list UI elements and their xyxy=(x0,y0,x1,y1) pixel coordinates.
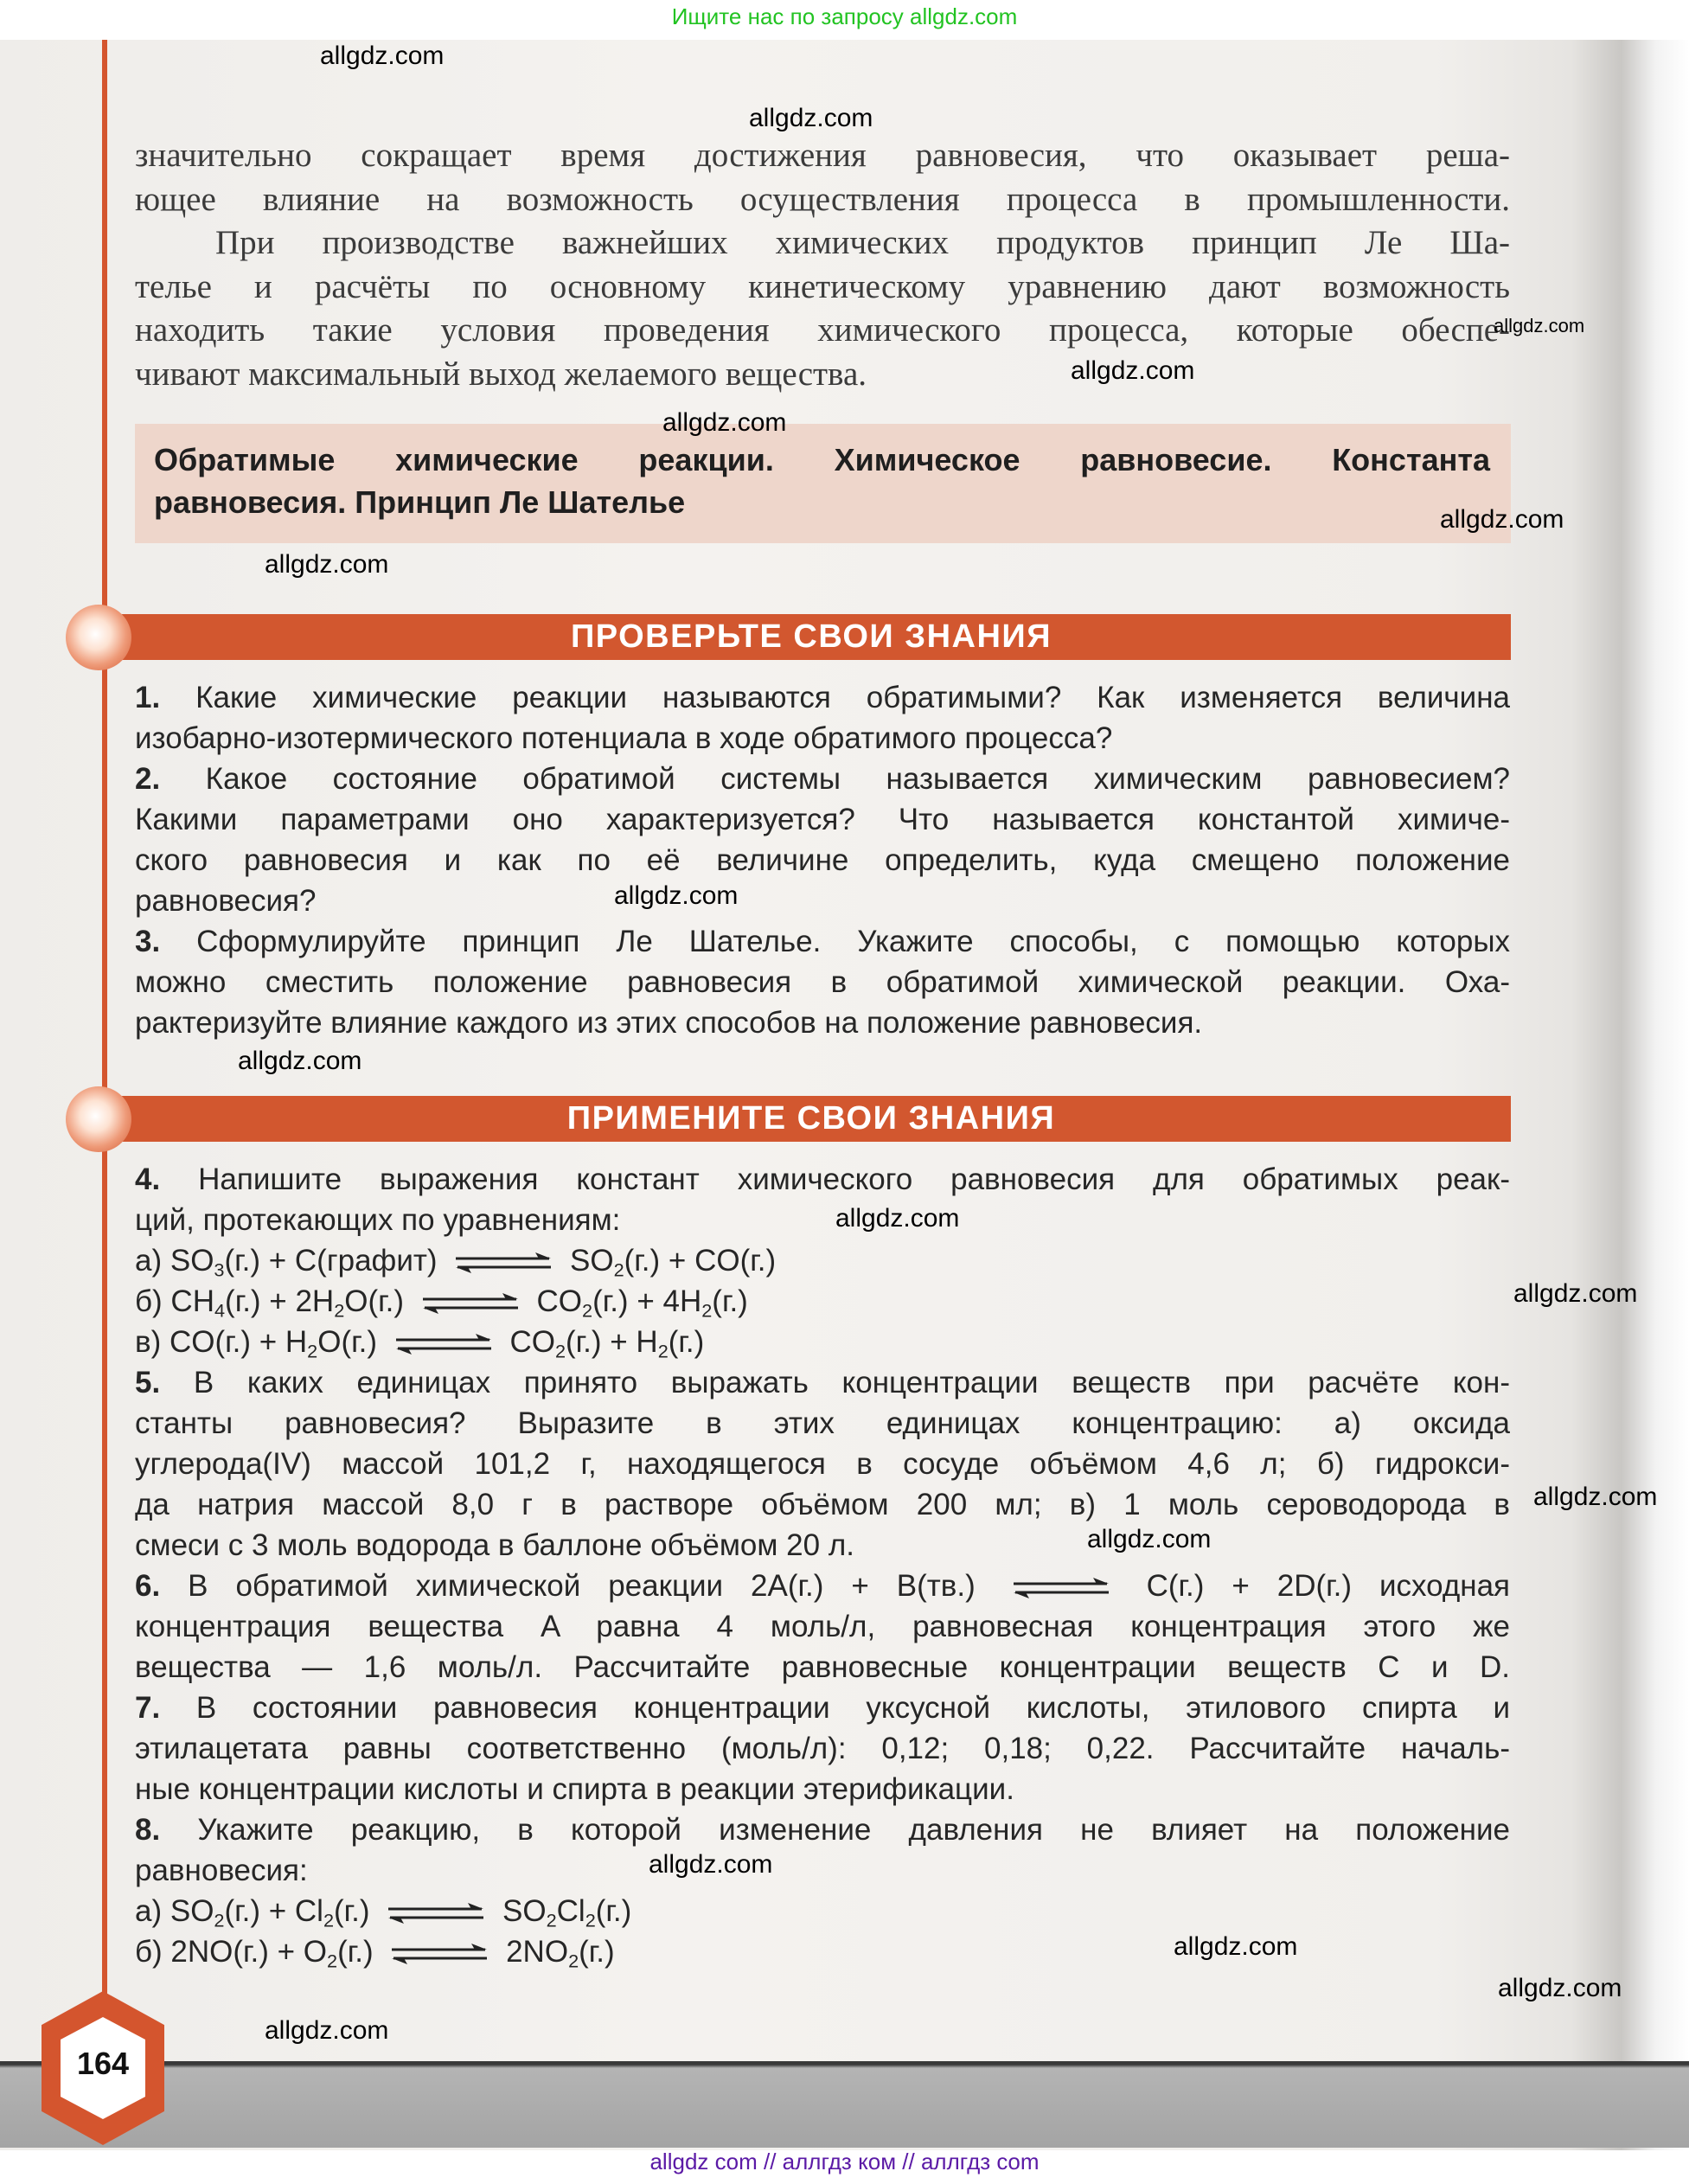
question-number: 2. xyxy=(135,762,161,796)
question-line: равновесия? xyxy=(135,884,317,918)
question-line: 6. В обратимой химической реакции 2A(г.) + B(тв.) C(г.) + 2D(г.) исходная xyxy=(135,1569,1510,1603)
question-line: станты равновесия? Выразите в этих единицах концентрацию: а) оксида xyxy=(135,1406,1510,1440)
watermark: allgdz.com xyxy=(649,1850,773,1879)
paragraph-line: телье и расчёты по основному кинетическому уравнению дают возможность xyxy=(135,267,1510,305)
question-line: концентрация вещества A равна 4 моль/л, равновесная концентрация этого же xyxy=(135,1610,1510,1643)
question-line: изобарно-изотермического потенциала в ходе обратимого процесса? xyxy=(135,721,1113,755)
watermark: allgdz.com xyxy=(1513,1279,1638,1308)
equilibrium-arrow-icon xyxy=(419,1291,521,1316)
question-line: в) $CO(г.) + H_2O(г.) CO_2(г.) + H_2(г.)$ xyxy=(135,1325,705,1362)
question-line: ций, протекающих по уравнениям: xyxy=(135,1203,621,1237)
watermark: allgdz.com xyxy=(1071,356,1195,385)
watermark: allgdz.com xyxy=(1087,1525,1212,1553)
watermark: allgdz.com xyxy=(265,2016,389,2045)
topic-line: равновесия. Принцип Ле Шателье xyxy=(154,484,686,520)
equilibrium-arrow-icon xyxy=(1010,1575,1112,1601)
watermark: allgdz.com xyxy=(320,42,445,70)
watermark: allgdz.com xyxy=(1533,1483,1658,1511)
question-number: 8. xyxy=(135,1813,161,1847)
question-line: а) $SO_3(г.)$ + C(графит) $SO_2(г.) + CO(г.)$ xyxy=(135,1244,777,1281)
paragraph-line: значительно сокращает время достижения равновесия, что оказывает реша- xyxy=(135,137,1510,174)
topic-title xyxy=(154,439,1490,523)
section-header-check: ПРОВЕРЬТЕ СВОИ ЗНАНИЯ xyxy=(112,614,1511,660)
equilibrium-arrow-icon xyxy=(393,1331,495,1357)
question-number: 4. xyxy=(135,1162,161,1196)
question-line: 7. В состоянии равновесия концентрации уксусной кислоты, этилового спирта и xyxy=(135,1691,1510,1725)
top-banner: Ищите нас по запросу allgdz.com xyxy=(671,3,1018,29)
question-line: а) $SO_2(г.) + Cl_2(г.)$ $SO_2Cl_2(г.)$ xyxy=(135,1894,632,1931)
paragraph-line: ющее влияние на возможность осуществления процесса в промышленности. xyxy=(135,180,1510,218)
question-line: вещества — 1,6 моль/л. Рассчитайте равновесные концентрации веществ C и D. xyxy=(135,1650,1510,1684)
bullet-circle-icon xyxy=(66,1086,131,1152)
question-line: этилацетата равны соответственно (моль/л): 0,12; 0,18; 0,22. Рассчитайте началь- xyxy=(135,1732,1510,1765)
watermark: allgdz.com xyxy=(1174,1932,1298,1961)
paragraph-line: При производстве важнейших химических продуктов принцип Ле Ша- xyxy=(215,224,1510,262)
watermark: allgdz.com xyxy=(1440,505,1564,534)
question-line: смеси с 3 моль водорода в баллоне объёмом 20 л. xyxy=(135,1528,854,1562)
question-line: б) $CH_4(г.) + 2H_2O(г.) CO_2(г.) + 4H_2(г.)$ xyxy=(135,1284,748,1322)
footer-links: allgdz com // аллгдз ком // аллгдз com xyxy=(649,2149,1040,2174)
watermark: allgdz.com xyxy=(265,550,389,579)
question-line: можно сместить положение равновесия в обратимой химической реакции. Оха- xyxy=(135,965,1510,999)
question-number: 1. xyxy=(135,681,161,714)
body-paragraph xyxy=(135,134,1510,397)
bullet-circle-icon xyxy=(66,605,131,670)
page-number: 164 xyxy=(76,2046,130,2081)
question-number: 5. xyxy=(135,1366,161,1399)
watermark: allgdz.com xyxy=(1498,1974,1622,2002)
question-line: да натрия массой 8,0 г в растворе объёмом 200 мл; в) 1 моль сероводорода в xyxy=(135,1488,1510,1521)
page-bottom-edge xyxy=(0,2061,1689,2148)
question-line: 8. Укажите реакцию, в которой изменение давления не влияет на положение xyxy=(135,1813,1510,1847)
apply-questions xyxy=(135,1159,1510,1972)
question-number: 6. xyxy=(135,1569,161,1603)
equilibrium-arrow-icon xyxy=(385,1900,487,1926)
question-line: углерода(IV) массой 101,2 г, находящегося в сосуде объёмом 4,6 л; б) гидрокси- xyxy=(135,1447,1510,1481)
watermark: allgdz.com xyxy=(614,881,739,910)
question-line: 3. Сформулируйте принцип Ле Шателье. Укажите способы, с помощью которых xyxy=(135,925,1510,958)
topic-line: Обратимые химические реакции. Химическое равновесие. Константа xyxy=(154,442,1490,477)
question-number: 3. xyxy=(135,925,161,958)
margin-line xyxy=(102,40,107,1995)
watermark: allgdz.com xyxy=(1494,315,1585,336)
paragraph-line: чивают максимальный выход желаемого вещества. xyxy=(135,355,867,393)
question-line: рактеризуйте влияние каждого из этих способов на положение равновесия. xyxy=(135,1006,1203,1040)
question-line: 4. Напишите выражения констант химического равновесия для обратимых реак- xyxy=(135,1162,1510,1196)
question-line: равновесия: xyxy=(135,1854,308,1887)
question-line: б) $2NO(г.) + O_2(г.)$ $2NO_2(г.)$ xyxy=(135,1935,615,1972)
question-line: ского равновесия и как по её величине определить, куда смещено положение xyxy=(135,843,1510,877)
watermark: allgdz.com xyxy=(749,104,873,132)
question-line: 1. Какие химические реакции называются обратимыми? Как изменяется величина xyxy=(135,681,1510,714)
section-header-apply: ПРИМЕНИТЕ СВОИ ЗНАНИЯ xyxy=(112,1096,1511,1142)
watermark: allgdz.com xyxy=(662,408,787,437)
question-line: ные концентрации кислоты и спирта в реакции этерификации. xyxy=(135,1772,1014,1806)
question-number: 7. xyxy=(135,1691,161,1725)
question-line: 2. Какое состояние обратимой системы называется химическим равновесием? xyxy=(135,762,1510,796)
equilibrium-arrow-icon xyxy=(388,1941,490,1967)
question-line: Какими параметрами оно характеризуется? Что называется константой химиче- xyxy=(135,803,1510,836)
paragraph-line: находить такие условия проведения химического процесса, которые обеспе- xyxy=(135,311,1510,349)
question-line: 5. В каких единицах принято выражать концентрации веществ при расчёте кон- xyxy=(135,1366,1510,1399)
check-questions xyxy=(135,677,1510,1043)
watermark: allgdz.com xyxy=(835,1204,960,1233)
watermark: allgdz.com xyxy=(238,1047,362,1075)
equilibrium-arrow-icon xyxy=(452,1250,554,1276)
